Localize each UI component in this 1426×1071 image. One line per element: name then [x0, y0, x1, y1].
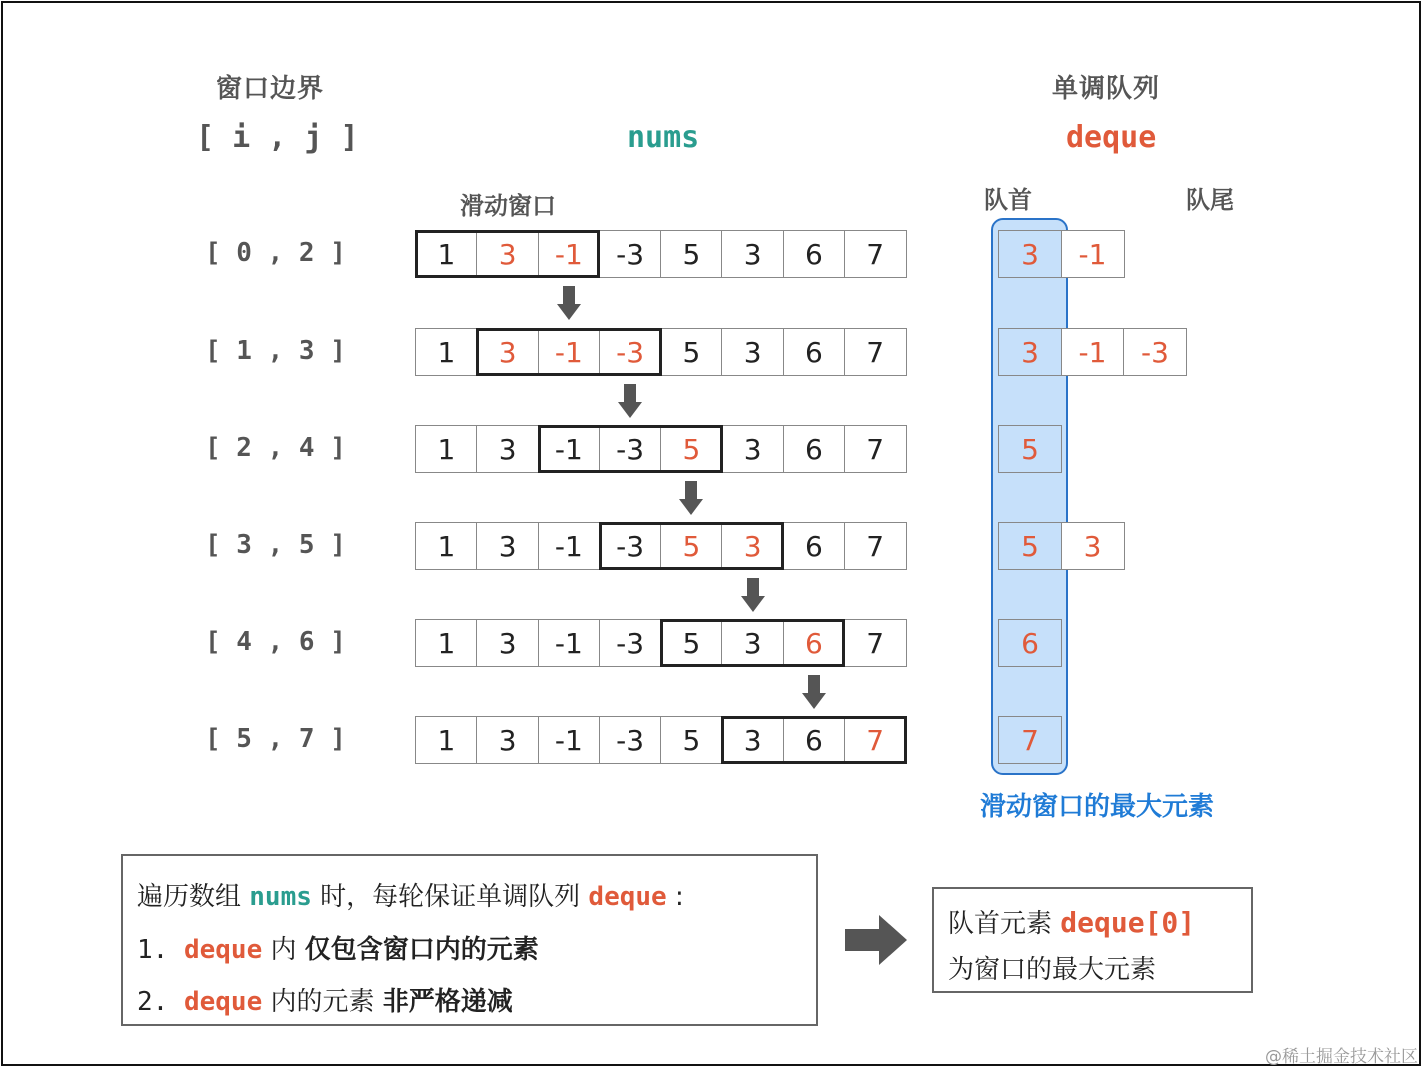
nums-cell: 3 — [476, 328, 539, 376]
nums-cell: 1 — [415, 425, 478, 473]
window-range-label: [ 3 , 5 ] — [205, 530, 346, 560]
nums-row — [415, 230, 907, 278]
down-arrow-icon — [557, 286, 581, 320]
result-line-2: 为窗口的最大元素 — [948, 955, 1157, 985]
note-line-2 — [137, 929, 539, 966]
note-text: 遍历数组 — [137, 882, 250, 912]
nums-row — [415, 716, 907, 764]
nums-cell: 3 — [721, 619, 784, 667]
window-range-label: [ 5 , 7 ] — [205, 724, 346, 754]
note-line-3 — [137, 981, 513, 1018]
deque-row — [998, 425, 1062, 473]
note-text: : — [666, 882, 684, 912]
down-arrow-icon — [741, 578, 765, 612]
nums-cell: -1 — [538, 328, 601, 376]
nums-cell: 1 — [415, 230, 478, 278]
note-emphasis: 非严格递减 — [382, 987, 513, 1017]
nums-cell: -3 — [599, 328, 662, 376]
result-line-1 — [948, 903, 1195, 940]
window-range-label: [ 0 , 2 ] — [205, 238, 346, 268]
nums-cell: 6 — [783, 522, 846, 570]
note-line-1 — [137, 876, 684, 913]
down-arrow-icon — [802, 675, 826, 709]
nums-cell: 5 — [660, 230, 723, 278]
window-range-label: [ 2 , 4 ] — [205, 433, 346, 463]
down-arrow-icon — [618, 384, 642, 418]
nums-cell: 6 — [783, 716, 846, 764]
note-deque: deque — [588, 882, 667, 912]
nums-cell: 5 — [660, 716, 723, 764]
nums-cell: 6 — [783, 230, 846, 278]
deque-row — [998, 716, 1062, 764]
nums-cell: 3 — [476, 619, 539, 667]
window-range-label: [ 1 , 3 ] — [205, 336, 346, 366]
note-text: 内的元素 — [262, 987, 383, 1017]
queue-head-label: 队首 — [984, 186, 1032, 214]
note-number: 1. — [137, 935, 184, 965]
deque-head-cell: 5 — [998, 522, 1062, 570]
nums-cell: 3 — [721, 716, 784, 764]
nums-cell: 7 — [844, 716, 907, 764]
nums-row — [415, 328, 907, 376]
nums-cell: 3 — [476, 425, 539, 473]
nums-cell: -3 — [599, 619, 662, 667]
nums-row — [415, 522, 907, 570]
right-arrow-icon — [845, 915, 907, 965]
nums-label: nums — [627, 120, 700, 155]
deque-head-highlight — [991, 218, 1068, 775]
nums-cell: 7 — [844, 425, 907, 473]
deque-row — [998, 230, 1125, 278]
nums-cell: -1 — [538, 716, 601, 764]
nums-cell: 3 — [721, 328, 784, 376]
deque-cell: -3 — [1123, 328, 1187, 376]
nums-cell: -3 — [599, 230, 662, 278]
nums-cell: 5 — [660, 619, 723, 667]
nums-cell: 6 — [783, 425, 846, 473]
queue-tail-label: 队尾 — [1186, 186, 1234, 214]
watermark: @稀土掘金技术社区 — [1265, 1047, 1418, 1067]
mono-queue-title: 单调队列 — [1052, 74, 1161, 104]
result-code: deque[0] — [1060, 906, 1196, 939]
deque-cell: -1 — [1061, 230, 1125, 278]
nums-cell: 6 — [783, 328, 846, 376]
nums-cell: -1 — [538, 425, 601, 473]
nums-cell: 3 — [476, 522, 539, 570]
note-nums: nums — [249, 882, 312, 912]
nums-cell: -1 — [538, 522, 601, 570]
nums-cell: -3 — [599, 522, 662, 570]
nums-cell: 7 — [844, 328, 907, 376]
deque-cell: -1 — [1061, 328, 1125, 376]
nums-cell: 3 — [721, 425, 784, 473]
window-range-label: [ 4 , 6 ] — [205, 627, 346, 657]
nums-cell: 6 — [783, 619, 846, 667]
note-deque: deque — [183, 987, 263, 1017]
deque-head-cell: 6 — [998, 619, 1062, 667]
result-text: 队首元素 — [948, 909, 1061, 939]
deque-label: deque — [1066, 120, 1157, 155]
nums-cell: 1 — [415, 716, 478, 764]
deque-row — [998, 328, 1187, 376]
nums-cell: -1 — [538, 230, 601, 278]
nums-cell: 1 — [415, 619, 478, 667]
nums-row — [415, 619, 907, 667]
note-text: 时，每轮保证单调队列 — [311, 882, 589, 912]
nums-cell: 1 — [415, 328, 478, 376]
window-bounds-title: 窗口边界 — [216, 74, 325, 104]
note-emphasis: 仅包含窗口内的元素 — [304, 935, 539, 965]
deque-row — [998, 522, 1125, 570]
nums-cell: -3 — [599, 716, 662, 764]
nums-cell: 3 — [476, 716, 539, 764]
deque-head-cell: 7 — [998, 716, 1062, 764]
window-bounds-subtitle: [ i , j ] — [196, 120, 359, 155]
nums-cell: 3 — [476, 230, 539, 278]
nums-cell: 7 — [844, 522, 907, 570]
nums-cell: 5 — [660, 425, 723, 473]
sliding-window-label: 滑动窗口 — [460, 192, 556, 220]
deque-head-cell: 3 — [998, 328, 1062, 376]
note-text: 内 — [262, 935, 305, 965]
deque-head-cell: 5 — [998, 425, 1062, 473]
nums-cell: 1 — [415, 522, 478, 570]
deque-row — [998, 619, 1062, 667]
max-element-caption: 滑动窗口的最大元素 — [980, 792, 1215, 822]
note-number: 2. — [137, 987, 184, 1017]
result-box — [932, 887, 1253, 993]
note-deque: deque — [183, 935, 263, 965]
nums-row — [415, 425, 907, 473]
deque-head-cell: 3 — [998, 230, 1062, 278]
nums-cell: 3 — [721, 230, 784, 278]
nums-cell: 5 — [660, 522, 723, 570]
nums-cell: 3 — [721, 522, 784, 570]
nums-cell: -1 — [538, 619, 601, 667]
nums-cell: 7 — [844, 230, 907, 278]
deque-cell: 3 — [1061, 522, 1125, 570]
down-arrow-icon — [679, 481, 703, 515]
nums-cell: 7 — [844, 619, 907, 667]
note-box — [121, 854, 818, 1026]
nums-cell: -3 — [599, 425, 662, 473]
nums-cell: 5 — [660, 328, 723, 376]
